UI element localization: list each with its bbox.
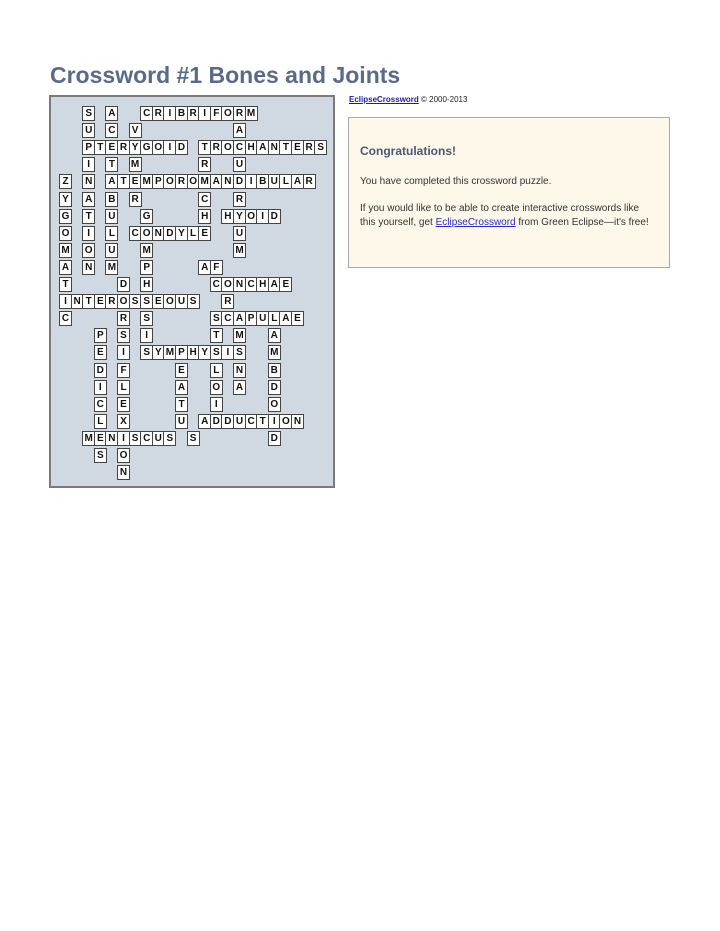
crossword-cell[interactable]: L	[105, 226, 118, 241]
crossword-cell[interactable]: S	[163, 431, 176, 446]
crossword-cell[interactable]: B	[105, 192, 118, 207]
crossword-cell[interactable]: R	[221, 294, 234, 309]
crossword-cell[interactable]: O	[187, 174, 200, 189]
crossword-cell[interactable]: Z	[59, 174, 72, 189]
crossword-cell[interactable]: O	[221, 106, 234, 121]
crossword-cell[interactable]: O	[117, 448, 130, 463]
crossword-cell[interactable]: E	[129, 174, 142, 189]
crossword-cell[interactable]: U	[152, 431, 165, 446]
crossword-cell[interactable]: M	[59, 243, 72, 258]
crossword-cell[interactable]: A	[59, 260, 72, 275]
crossword-cell[interactable]: C	[94, 397, 107, 412]
crossword-cell[interactable]: E	[291, 140, 304, 155]
crossword-cell[interactable]: A	[268, 328, 281, 343]
crossword-cell[interactable]: E	[198, 226, 211, 241]
crossword-cell[interactable]: N	[291, 414, 304, 429]
crossword-cell[interactable]: N	[71, 294, 84, 309]
crossword-cell[interactable]: U	[175, 294, 188, 309]
crossword-cell[interactable]: C	[140, 106, 153, 121]
crossword-cell[interactable]: I	[117, 431, 130, 446]
crossword-cell[interactable]: P	[94, 328, 107, 343]
crossword-cell[interactable]: O	[163, 294, 176, 309]
crossword-cell[interactable]: A	[175, 380, 188, 395]
crossword-cell[interactable]: R	[152, 106, 165, 121]
crossword-cell[interactable]: T	[198, 140, 211, 155]
crossword-cell[interactable]: O	[152, 140, 165, 155]
crossword-cell[interactable]: O	[82, 243, 95, 258]
crossword-cell[interactable]: M	[163, 345, 176, 360]
crossword-cell[interactable]: R	[105, 294, 118, 309]
crossword-cell[interactable]: T	[94, 140, 107, 155]
crossword-cell[interactable]: U	[233, 414, 246, 429]
crossword-cell[interactable]: A	[279, 311, 292, 326]
crossword-cell[interactable]: O	[245, 209, 258, 224]
crossword-cell[interactable]: E	[94, 294, 107, 309]
crossword-cell[interactable]: R	[198, 157, 211, 172]
crossword-cell[interactable]: A	[198, 414, 211, 429]
crossword-cell[interactable]: N	[82, 174, 95, 189]
crossword-cell[interactable]: N	[233, 277, 246, 292]
crossword-cell[interactable]: M	[233, 328, 246, 343]
crossword-cell[interactable]: A	[210, 174, 223, 189]
crossword-cell[interactable]: E	[94, 345, 107, 360]
crossword-cell[interactable]: S	[187, 431, 200, 446]
crossword-cell[interactable]: D	[268, 380, 281, 395]
crossword-cell[interactable]: P	[140, 260, 153, 275]
crossword-cell[interactable]: I	[117, 345, 130, 360]
crossword-cell[interactable]: P	[152, 174, 165, 189]
crossword-cell[interactable]: F	[117, 363, 130, 378]
crossword-cell[interactable]: I	[163, 106, 176, 121]
crossword-cell[interactable]: O	[140, 226, 153, 241]
crossword-cell[interactable]: T	[105, 157, 118, 172]
crossword-cell[interactable]: A	[105, 174, 118, 189]
crossword-cell[interactable]: T	[256, 414, 269, 429]
crossword-cell[interactable]: G	[140, 209, 153, 224]
crossword-cell[interactable]: I	[210, 397, 223, 412]
crossword-cell[interactable]: M	[268, 345, 281, 360]
promo-text-start: If you would like to be able to create interactive crosswords like this yourself, get	[360, 203, 640, 228]
crossword-cell[interactable]: T	[175, 397, 188, 412]
crossword-cell[interactable]: I	[163, 140, 176, 155]
crossword-cell[interactable]: T	[117, 174, 130, 189]
crossword-cell[interactable]: I	[59, 294, 72, 309]
crossword-cell[interactable]: O	[117, 294, 130, 309]
crossword-cell[interactable]: O	[210, 380, 223, 395]
crossword-cell[interactable]: S	[233, 345, 246, 360]
crossword-cell[interactable]: B	[256, 174, 269, 189]
crossword-cell[interactable]: Y	[175, 226, 188, 241]
crossword-cell[interactable]: I	[94, 380, 107, 395]
crossword-cell[interactable]: I	[82, 157, 95, 172]
eclipsecrossword-link[interactable]: EclipseCrossword	[435, 217, 516, 228]
eclipsecrossword-credit-link[interactable]: EclipseCrossword	[349, 95, 419, 104]
completed-message: You have completed this crossword puzzle.	[360, 176, 552, 187]
crossword-cell[interactable]: P	[82, 140, 95, 155]
crossword-cell[interactable]: S	[210, 345, 223, 360]
crossword-cell[interactable]: E	[152, 294, 165, 309]
crossword-cell[interactable]: A	[291, 174, 304, 189]
crossword-cell[interactable]: U	[175, 414, 188, 429]
crossword-cell[interactable]: O	[279, 414, 292, 429]
crossword-cell[interactable]: S	[82, 106, 95, 121]
crossword-cell[interactable]: S	[129, 431, 142, 446]
crossword-cell[interactable]: S	[187, 294, 200, 309]
copyright-text: © 2000-2013	[418, 95, 468, 104]
crossword-cell[interactable]: M	[198, 174, 211, 189]
crossword-cell[interactable]: D	[233, 174, 246, 189]
crossword-cell[interactable]: U	[233, 157, 246, 172]
crossword-cell[interactable]: Y	[233, 209, 246, 224]
crossword-cell[interactable]: D	[210, 414, 223, 429]
crossword-cell[interactable]: T	[210, 328, 223, 343]
crossword-cell[interactable]: C	[245, 277, 258, 292]
crossword-cell[interactable]: R	[129, 192, 142, 207]
crossword-cell[interactable]: I	[245, 174, 258, 189]
crossword-cell[interactable]: P	[175, 345, 188, 360]
crossword-cell[interactable]: L	[117, 380, 130, 395]
crossword-cell[interactable]: C	[129, 226, 142, 241]
crossword-cell[interactable]: U	[105, 243, 118, 258]
crossword-cell[interactable]: N	[82, 260, 95, 275]
crossword-cell[interactable]: S	[140, 311, 153, 326]
crossword-cell[interactable]: Y	[152, 345, 165, 360]
crossword-cell[interactable]: L	[210, 363, 223, 378]
crossword-cell[interactable]: U	[268, 174, 281, 189]
crossword-cell[interactable]: M	[140, 174, 153, 189]
crossword-cell[interactable]: E	[94, 431, 107, 446]
page-title: Crossword #1 Bones and Joints	[50, 62, 401, 88]
crossword-cell[interactable]: S	[210, 311, 223, 326]
crossword-cell[interactable]: Y	[59, 192, 72, 207]
crossword-cell[interactable]: M	[233, 243, 246, 258]
crossword-cell[interactable]: S	[129, 294, 142, 309]
crossword-cell[interactable]: O	[163, 174, 176, 189]
crossword-cell[interactable]: R	[233, 106, 246, 121]
crossword-cell[interactable]: D	[268, 431, 281, 446]
crossword-cell[interactable]: M	[82, 431, 95, 446]
crossword-cell[interactable]: H	[221, 209, 234, 224]
crossword-cell[interactable]: R	[303, 174, 316, 189]
crossword-cell[interactable]: C	[210, 277, 223, 292]
crossword-cell[interactable]: U	[233, 226, 246, 241]
crossword-cell[interactable]: T	[82, 209, 95, 224]
crossword-cell[interactable]: S	[94, 448, 107, 463]
crossword-cell[interactable]: R	[117, 311, 130, 326]
crossword-cell[interactable]: I	[140, 328, 153, 343]
crossword-cell[interactable]: A	[233, 311, 246, 326]
crossword-cell[interactable]: M	[140, 243, 153, 258]
crossword-cell[interactable]: H	[245, 140, 258, 155]
crossword-cell[interactable]: R	[175, 174, 188, 189]
crossword-cell[interactable]: C	[198, 192, 211, 207]
crossword-cell[interactable]: I	[198, 106, 211, 121]
crossword-cell[interactable]: H	[256, 277, 269, 292]
crossword-cell[interactable]: V	[129, 123, 142, 138]
crossword-cell[interactable]: O	[221, 277, 234, 292]
crossword-cell[interactable]: E	[291, 311, 304, 326]
crossword-cell[interactable]: L	[187, 226, 200, 241]
crossword-cell[interactable]: A	[198, 260, 211, 275]
credit-line	[349, 95, 467, 104]
crossword-cell[interactable]: I	[82, 226, 95, 241]
crossword-cell[interactable]: S	[314, 140, 327, 155]
crossword-cell[interactable]: A	[268, 277, 281, 292]
crossword-cell[interactable]: Y	[129, 140, 142, 155]
congratulations-heading: Congratulations!	[360, 144, 456, 158]
crossword-cell[interactable]: P	[245, 311, 258, 326]
crossword-cell[interactable]: T	[82, 294, 95, 309]
crossword-cell[interactable]: U	[82, 123, 95, 138]
crossword-cell[interactable]: O	[221, 140, 234, 155]
crossword-cell[interactable]: A	[256, 140, 269, 155]
crossword-cell[interactable]: D	[163, 226, 176, 241]
crossword-cell[interactable]: S	[117, 328, 130, 343]
crossword-cell[interactable]: B	[268, 363, 281, 378]
crossword-cell[interactable]: S	[140, 345, 153, 360]
crossword-cell[interactable]: T	[279, 140, 292, 155]
crossword-cell[interactable]: D	[221, 414, 234, 429]
crossword-cell[interactable]: H	[187, 345, 200, 360]
crossword-cell[interactable]: E	[105, 140, 118, 155]
crossword-cell[interactable]: F	[210, 260, 223, 275]
crossword-cell[interactable]: U	[105, 209, 118, 224]
crossword-cell[interactable]: E	[117, 397, 130, 412]
crossword-cell[interactable]: H	[140, 277, 153, 292]
crossword-cell[interactable]: D	[268, 209, 281, 224]
crossword-cell[interactable]: T	[59, 277, 72, 292]
crossword-cell[interactable]: G	[59, 209, 72, 224]
crossword-cell[interactable]: N	[117, 465, 130, 480]
crossword-cell[interactable]: X	[117, 414, 130, 429]
crossword-cell[interactable]: C	[221, 311, 234, 326]
crossword-cell[interactable]: M	[245, 106, 258, 121]
crossword-cell[interactable]: N	[105, 431, 118, 446]
promo-message	[360, 202, 656, 230]
crossword-cell[interactable]: D	[175, 140, 188, 155]
crossword-cell[interactable]: A	[105, 106, 118, 121]
crossword-grid	[49, 95, 335, 488]
crossword-cell[interactable]: H	[198, 209, 211, 224]
crossword-cell[interactable]: N	[233, 363, 246, 378]
crossword-cell[interactable]: N	[221, 174, 234, 189]
crossword-cell[interactable]: O	[59, 226, 72, 241]
crossword-cell[interactable]: I	[256, 209, 269, 224]
crossword-cell[interactable]: C	[233, 140, 246, 155]
congratulations-panel	[348, 117, 670, 268]
crossword-cell[interactable]: U	[256, 311, 269, 326]
crossword-cell[interactable]: I	[221, 345, 234, 360]
crossword-cell[interactable]: R	[233, 192, 246, 207]
crossword-cell[interactable]: D	[94, 363, 107, 378]
crossword-cell[interactable]: A	[233, 380, 246, 395]
crossword-cell[interactable]: I	[268, 414, 281, 429]
crossword-cell[interactable]: E	[175, 363, 188, 378]
crossword-cell[interactable]: A	[82, 192, 95, 207]
crossword-cell[interactable]: B	[175, 106, 188, 121]
crossword-cell[interactable]: O	[268, 397, 281, 412]
crossword-cell[interactable]: A	[233, 123, 246, 138]
promo-text-end: from Green Eclipse—it's free!	[515, 217, 649, 228]
crossword-cell[interactable]: Y	[198, 345, 211, 360]
crossword-cell[interactable]: C	[105, 123, 118, 138]
crossword-cell[interactable]: C	[245, 414, 258, 429]
crossword-cell[interactable]: R	[187, 106, 200, 121]
crossword-cell[interactable]: C	[140, 431, 153, 446]
crossword-cell[interactable]: L	[279, 174, 292, 189]
crossword-cell[interactable]: L	[94, 414, 107, 429]
crossword-cell[interactable]: F	[210, 106, 223, 121]
crossword-cell[interactable]: E	[279, 277, 292, 292]
crossword-cell[interactable]: R	[117, 140, 130, 155]
crossword-cell[interactable]: R	[303, 140, 316, 155]
crossword-cell[interactable]: S	[140, 294, 153, 309]
crossword-cell[interactable]: L	[268, 311, 281, 326]
crossword-cell[interactable]: G	[140, 140, 153, 155]
crossword-cell[interactable]: N	[268, 140, 281, 155]
crossword-cell[interactable]: M	[105, 260, 118, 275]
crossword-cell[interactable]: C	[59, 311, 72, 326]
crossword-cell[interactable]: R	[210, 140, 223, 155]
crossword-cell[interactable]: M	[129, 157, 142, 172]
crossword-cell[interactable]: D	[117, 277, 130, 292]
crossword-cell[interactable]: N	[152, 226, 165, 241]
